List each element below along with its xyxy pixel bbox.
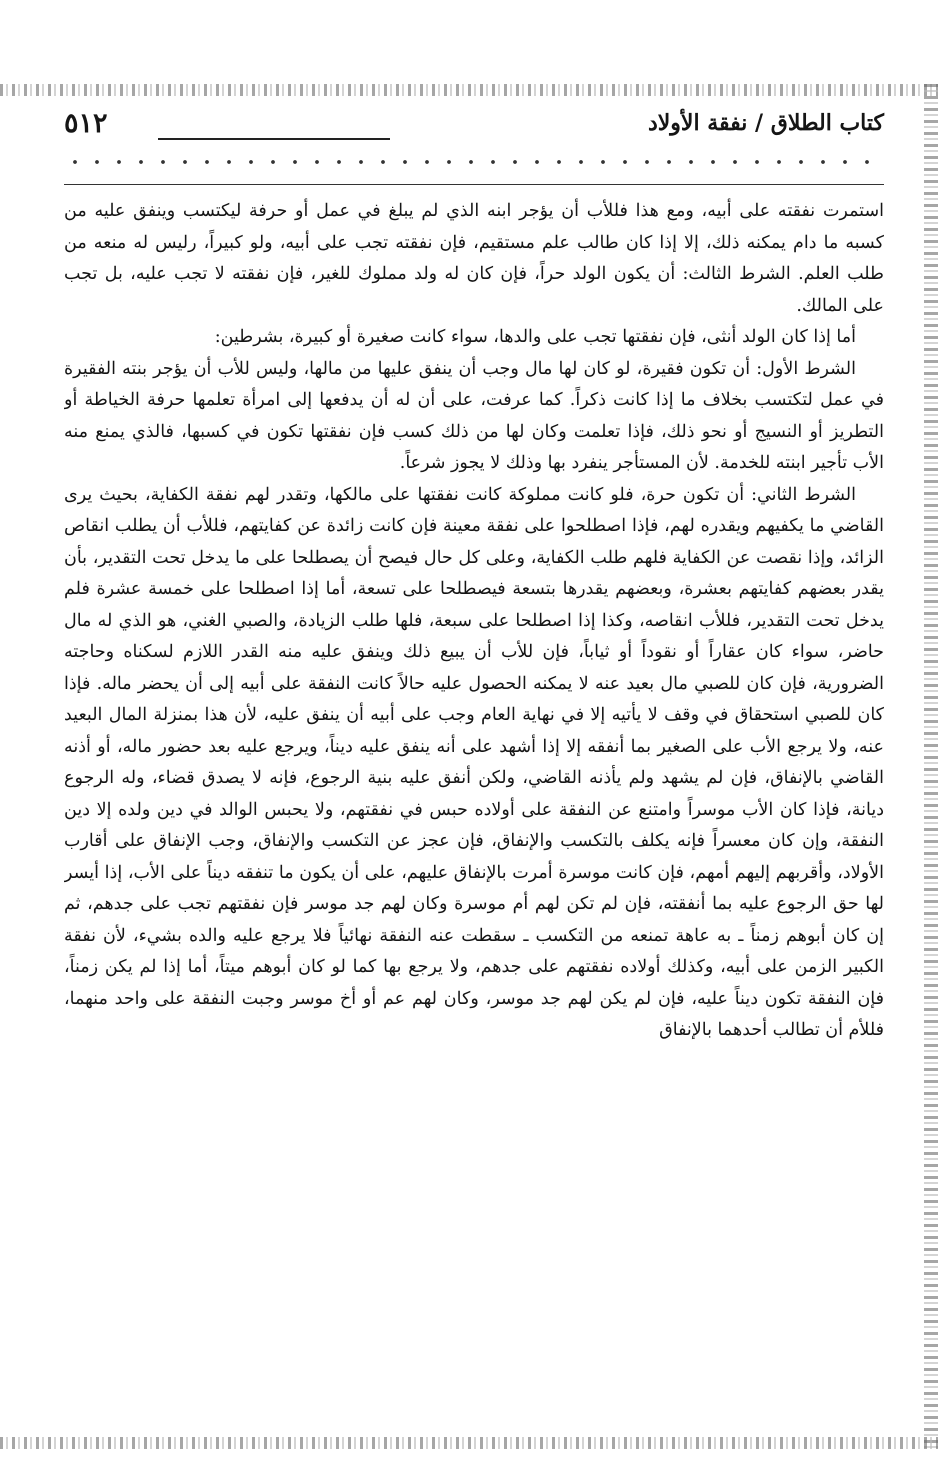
dotted-separator bbox=[64, 156, 884, 168]
paragraph: الشرط الثاني: أن تكون حرة، فلو كانت مملوكة كانت نفقتها على مالكها، وتقدر لهم نفقة الكفاية، بحيث يرى القاضي ما يكفيهم ويقدره لهم، فإذا اصطلحوا على نفقة معينة فإن كانت زائدة عن كفايتهم، فللأب أن يطلب انقاص الزائد، وإذا نقصت عن الكفاية فلهم طلب الكفاية، وعلى كل حال فيصح أن يصطلحا على ما يدخل تحت التقدير، بأن يقدر بعضهم كفايتهم بعشرة، وبعضهم يقدرها بتسعة فيصطلحا على تسعة، أما إذا اصطلحا على خمسة عشرة فلم يدخل تحت التقدير، فللأب انقاصه، وكذا إذا اصطلحا على سبعة، فلها طلب الزيادة، والصبي الغني، هو الذي له مال حاضر، سواء كان عقاراً أو نقوداً أو ثياباً، فإن للأب أن يبيع ذلك وينفق عليه منه القدر اللازم لسكناه وحاجته الضرورية، فإن كان للصبي مال بعيد عنه لا يمكنه الحصول عليه حالاً كانت النفقة على أبيه إلى أن يحضر ماله. فإذا كان للصبي استحقاق في وقف لا يأتيه إلا في نهاية العام وجب على أبيه أن ينفق عليه، لأن هذا بمنزلة المال البعيد عنه، ولا يرجع الأب على الصغير بما أنفقه إلا إذا أشهد على أنه ينفق عليه ديناً، ويرجع عليه بعد حضور ماله، أو أذنه القاضي بالإنفاق، فإن لم يشهد ولم يأذنه القاضي، ولكن أنفق عليه بنية الرجوع، فإنه لا يصدق قضاء، وله الرجوع ديانة، فإذا كان الأب موسراً وامتنع عن النفقة على أولاده حبس في نفقتهم، ولا يحبس الوالد في دين ولده إلا دين النفقة، وإن كان معسراً فإنه يكلف بالتكسب والإنفاق، فإن عجز عن التكسب والإنفاق، وجب الإنفاق على أقارب الأولاد، وأقربهم إليهم أمهم، فإن كانت موسرة أمرت بالإنفاق عليهم، على أن يكون ما تنفقه ديناً على الأب، إذا أيسر لها حق الرجوع عليه بما أنفقته، فإن لم تكن لهم أم موسرة وكان لهم جد موسر فإن نفقتهم تجب على جدهم، ثم إن كان أبوهم زمناً ـ به عاهة تمنعه من التكسب ـ سقطت عنه النفقة نهائياً فلا يرجع عليه والده بشيء، لأن نفقة الكبير الزمن على أبيه، وكذلك أولاده نفقتهم على جدهم، ولا يرجع بها كما لو كان أبوهم ميتاً، أما إذا لم يكن زمناً، فإن النفقة تكون ديناً عليه، فإن لم يكن لهم جد موسر، وكان لهم عم أو أخ موسر وجبت النفقة على واحد منهما، فللأم أن تطالب أحدهما بالإنفاق bbox=[64, 484, 884, 1040]
book-title: كتاب الطلاق / نفقة الأولاد bbox=[647, 110, 884, 136]
page-border-right bbox=[924, 84, 938, 1449]
text-top-rule bbox=[64, 184, 884, 185]
paragraph: استمرت نفقته على أبيه، ومع هذا فللأب أن يؤجر ابنه الذي لم يبلغ في عمل أو حرفة ليكتسب وينفق عليه من كسبه ما دام يمكنه ذلك، إلا إذا كان طالب علم مستقيم، فإن نفقته تجب على أبيه، ولو كبيراً، رليس له منعه من طلب العلم. الشرط الثالث: أن يكون الولد حراً، فإن كان له ولد مملوك للغير، فإن نفقته لا تجب عليه، بل تجب على المالك. bbox=[64, 201, 884, 316]
page-body bbox=[64, 196, 884, 1428]
paragraph: الشرط الأول: أن تكون فقيرة، لو كان لها مال وجب أن ينفق عليها من مالها، وليس للأب أن يؤجر بنته الفقيرة في عمل لتكتسب بخلاف ما إذا كانت ذكراً. كما عرفت، على أن له أن يدفعها إلى امرأة تعلمها حرفة الخياطة أو التطريز أو النسيج أو نحو ذلك، فإذا تعلمت وكان لها من ذلك كسب فإن نفقتها تكون في كسبها، فالذي يمنع منه الأب تأجير ابنته للخدمة. لأن المستأجر ينفرد بها وذلك لا يجوز شرعاً. bbox=[64, 358, 884, 473]
page-number: ٥١٢ bbox=[64, 108, 108, 139]
running-header bbox=[64, 108, 884, 148]
header-rule bbox=[158, 138, 390, 140]
page-border-bottom bbox=[0, 1437, 938, 1449]
paragraph: أما إذا كان الولد أنثى، فإن نفقتها تجب على والدها، سواء كانت صغيرة أو كبيرة، بشرطين: bbox=[214, 327, 856, 347]
page-border-top bbox=[0, 84, 938, 96]
